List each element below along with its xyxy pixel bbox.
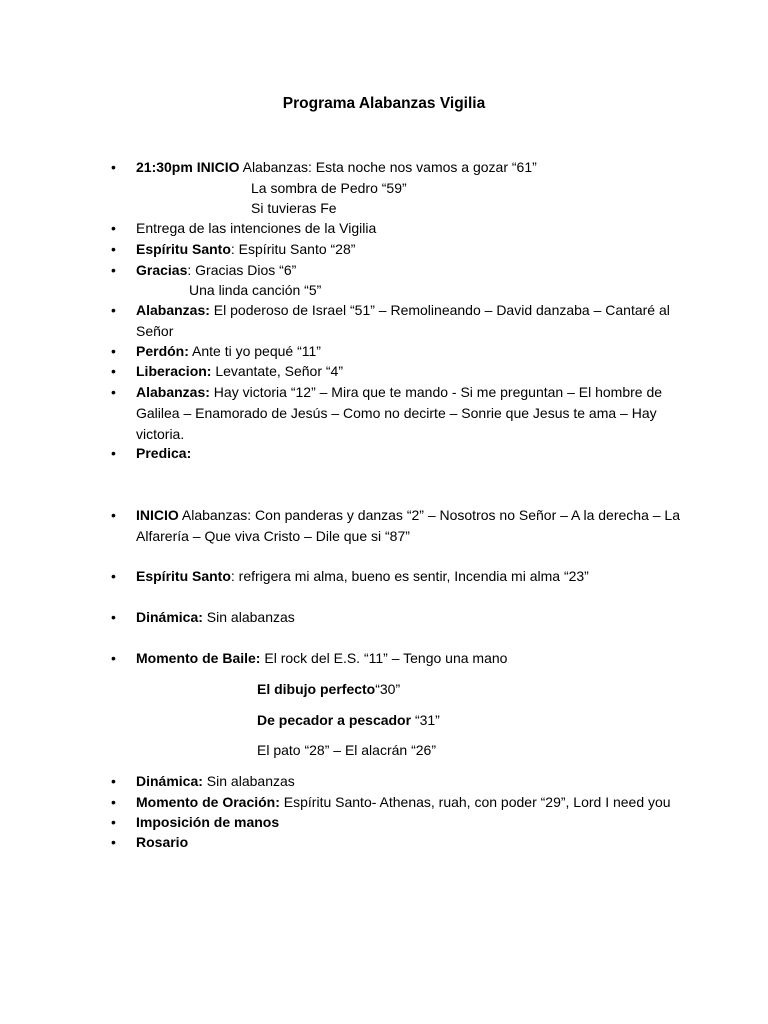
list-item-continuation: La sombra de Pedro “59” bbox=[251, 180, 407, 196]
list-item-continuation: Una linda canción “5” bbox=[189, 282, 322, 298]
bullet: • bbox=[111, 609, 116, 625]
list-item-continuation: victoria. bbox=[136, 426, 185, 442]
list-item: Liberacion: Levantate, Señor “4” bbox=[136, 363, 343, 379]
bullet: • bbox=[111, 507, 116, 523]
list-item-continuation: Galilea – Enamorado de Jesús – Como no decirte – Sonrie que Jesus te ama – Hay bbox=[136, 405, 657, 421]
list-item: Perdón: Ante ti yo pequé “11” bbox=[136, 343, 321, 359]
bullet: • bbox=[111, 650, 116, 666]
list-item-continuation: De pecador a pescador “31” bbox=[257, 712, 440, 728]
bullet: • bbox=[111, 834, 116, 850]
list-item-continuation: El dibujo perfecto“30” bbox=[257, 681, 401, 697]
bullet: • bbox=[111, 445, 116, 461]
bullet: • bbox=[111, 302, 116, 318]
bullet: • bbox=[111, 159, 116, 175]
list-item: INICIO Alabanzas: Con panderas y danzas “2” – Nosotros no Señor – A la derecha – La bbox=[136, 507, 680, 523]
list-item-continuation: Señor bbox=[136, 323, 174, 339]
bullet: • bbox=[111, 363, 116, 379]
list-item: Rosario bbox=[136, 834, 189, 850]
list-item: Alabanzas: Hay victoria “12” – Mira que te mando - Si me preguntan – El hombre de bbox=[136, 384, 663, 400]
bullet: • bbox=[111, 773, 116, 789]
bullet: • bbox=[111, 384, 116, 400]
list-item-continuation: Si tuvieras Fe bbox=[251, 200, 337, 216]
list-item: Alabanzas: El poderoso de Israel “51” – Remolineando – David danzaba – Cantaré al bbox=[136, 302, 670, 318]
bullet: • bbox=[111, 343, 116, 359]
bullet: • bbox=[111, 220, 116, 236]
list-item: Entrega de las intenciones de la Vigilia bbox=[136, 220, 377, 236]
list-item: Gracias: Gracias Dios “6” bbox=[136, 262, 297, 278]
list-item: Imposición de manos bbox=[136, 814, 280, 830]
list-item: Momento de Baile: El rock del E.S. “11” – Tengo una mano bbox=[136, 650, 508, 666]
list-item: Momento de Oración: Espíritu Santo- Athenas, ruah, con poder “29”, Lord I need you bbox=[136, 794, 671, 810]
list-item: Dinámica: Sin alabanzas bbox=[136, 609, 295, 625]
page-title: Programa Alabanzas Vigilia bbox=[282, 95, 486, 112]
list-item: Espíritu Santo: Espíritu Santo “28” bbox=[136, 241, 356, 257]
bullet: • bbox=[111, 262, 116, 278]
list-item: 21:30pm INICIO Alabanzas: Esta noche nos vamos a gozar “61” bbox=[136, 159, 537, 175]
list-item: Predica: bbox=[136, 445, 192, 461]
bullet: • bbox=[111, 241, 116, 257]
list-item: Espíritu Santo: refrigera mi alma, bueno es sentir, Incendia mi alma “23” bbox=[136, 568, 589, 584]
list-item: Dinámica: Sin alabanzas bbox=[136, 773, 295, 789]
list-item-continuation: El pato “28” – El alacrán “26” bbox=[257, 742, 436, 758]
bullet: • bbox=[111, 794, 116, 810]
bullet: • bbox=[111, 568, 116, 584]
list-item-continuation: Alfarería – Que viva Cristo – Dile que si “87” bbox=[136, 528, 410, 544]
bullet: • bbox=[111, 814, 116, 830]
